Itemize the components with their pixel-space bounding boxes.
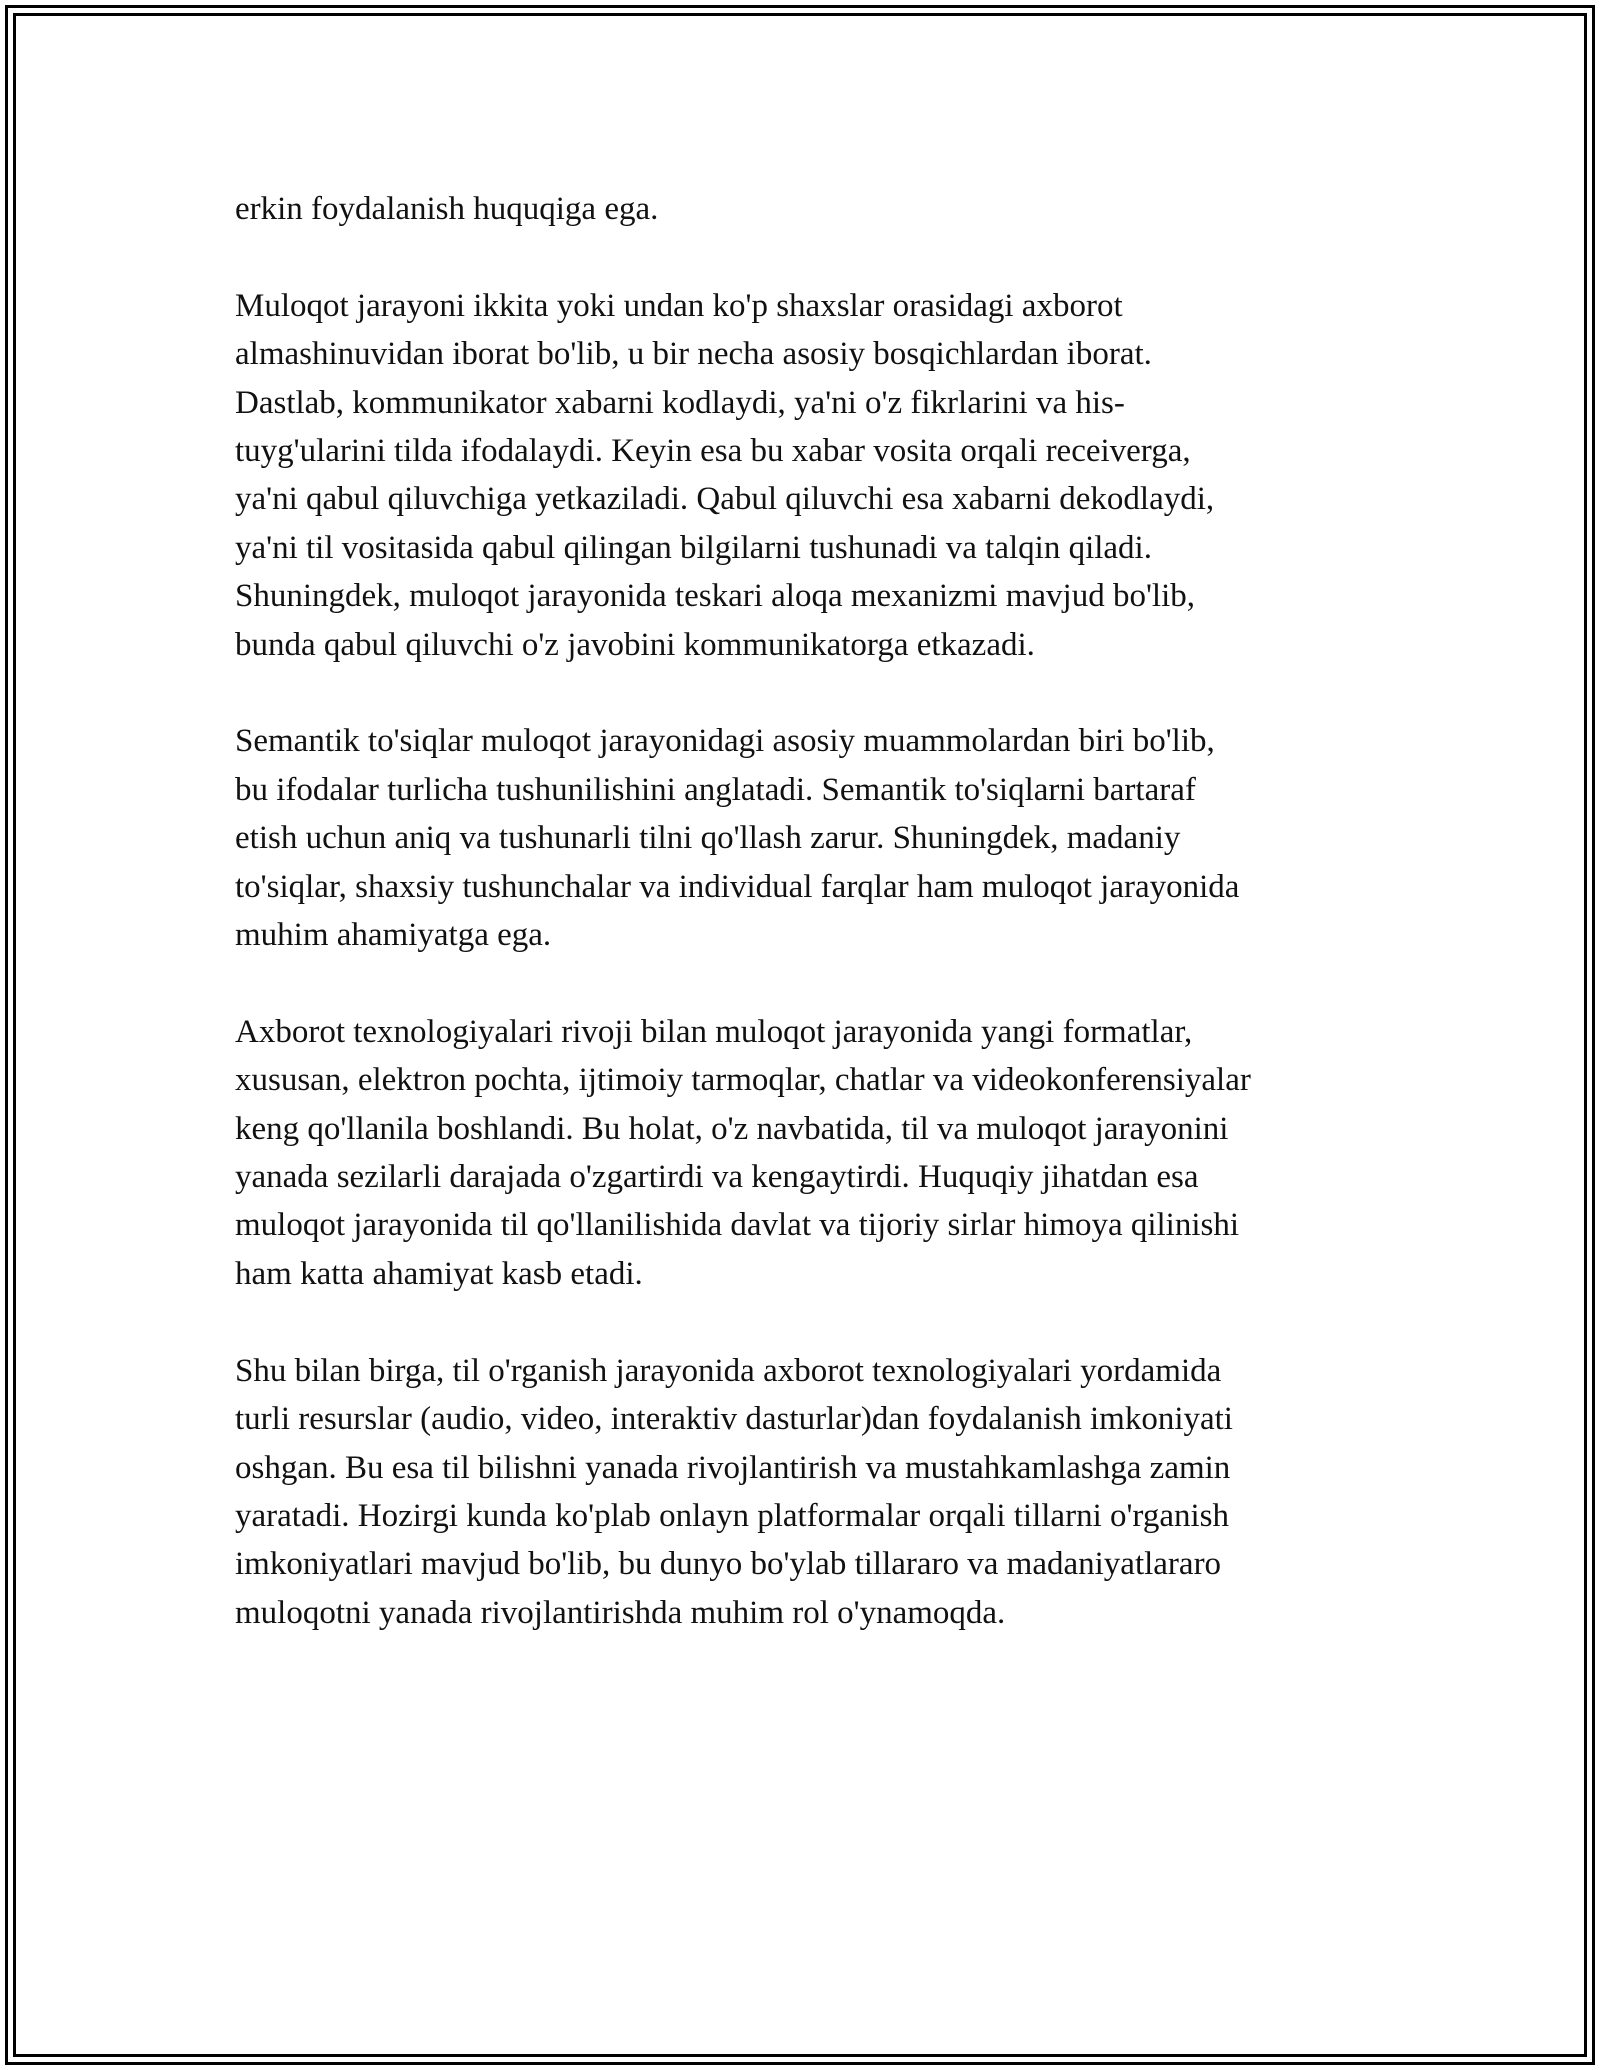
paragraph-1: erkin foydalanish huquqiga ega. xyxy=(235,191,659,227)
paragraph-2: Muloqot jarayoni ikkita yoki undan ko'p shaxslar orasidagi axborot almashinuvidan iborat bo'lib, u bir necha asosiy bosqichlardan iborat. Dastlab, kommunikator xabarni kodlaydi, ya'ni o'z fikrlarini va his- tuyg'ularini tilda ifodalaydi. Keyin esa bu xabar vosita orqali receiverga, ya'ni qabul qiluvchiga yetkaziladi. Qabul qiluvchi esa xabarni dekodlaydi, ya'ni til vositasida qabul qilingan bilgilarni tushunadi va talqin qiladi. Shuningdek, muloqot jarayonida teskari aloqa mexanizmi mavjud bo'lib, bunda qabul qiluvchi o'z javobini kommunikatorga etkazadi. xyxy=(235,287,1215,663)
paragraph-5: Shu bilan birga, til o'rganish jarayonida axborot texnologiyalari yordamida turli resurslar (audio, video, interaktiv dasturlar)dan foydalanish imkoniyati oshgan. Bu esa til bilishni yanada rivojlantirish va mustahkamlashga zamin yaratadi. Hozirgi kunda ko'plab onlayn platformalar orqali tillarni o'rganish imkoniyatlari mavjud bo'lib, bu dunyo bo'ylab tillararo va madaniyatlararo muloqotni yanada rivojlantirishda muhim rol o'ynamoqda. xyxy=(235,1352,1233,1631)
paragraph-3: Semantik to'siqlar muloqot jarayonidagi asosiy muammolardan biri bo'lib, bu ifodalar turlicha tushunilishini anglatadi. Semantik to'siqlarni bartaraf etish uchun aniq va tushunarli tilni qo'llash zarur. Shuningdek, madaniy to'siqlar, shaxsiy tushunchalar va individual farqlar ham muloqot jarayonida muhim ahamiyatga ega. xyxy=(235,723,1240,954)
document-body xyxy=(235,185,1375,1686)
paragraph-4: Axborot texnologiyalari rivoji bilan muloqot jarayonida yangi formatlar, xususan, elektron pochta, ijtimoiy tarmoqlar, chatlar va videokonferensiyalar keng qo'llanila boshlandi. Bu holat, o'z navbatida, til va muloqot jarayonini yanada sezilarli darajada o'zgartirdi va kengaytirdi. Huquqiy jihatdan esa muloqot jarayonida til qo'llanilishida davlat va tijoriy sirlar himoya qilinishi ham katta ahamiyat kasb etadi. xyxy=(235,1013,1251,1292)
